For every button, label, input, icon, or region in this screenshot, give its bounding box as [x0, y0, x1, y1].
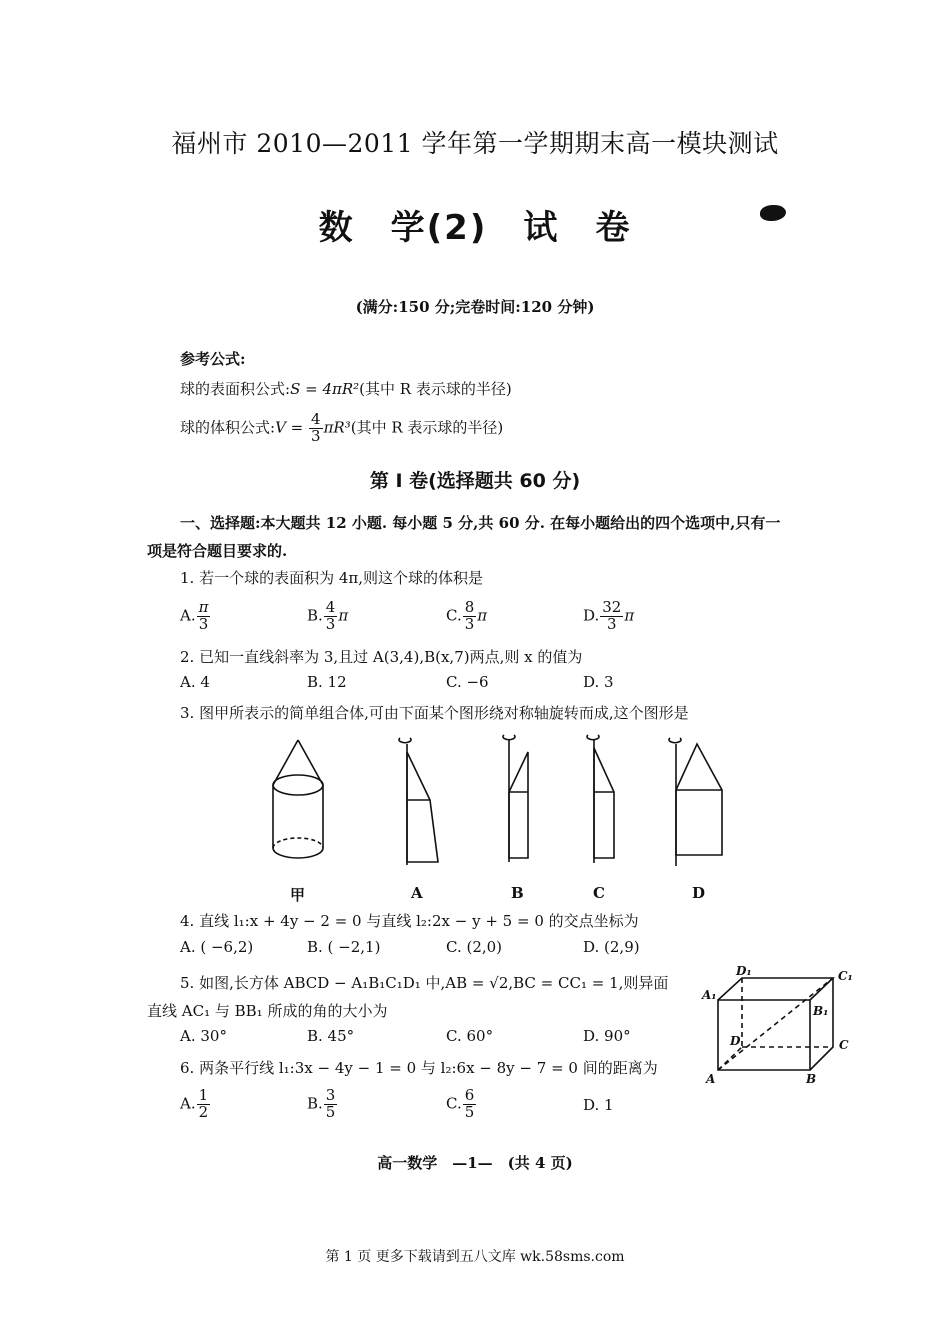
q6-option-a: A. $\frac{1}{2}$ — [180, 1086, 209, 1121]
vertex-d: D — [730, 1034, 741, 1048]
subject-title: 数 学(2) 试 卷 — [318, 208, 632, 248]
figure-c — [587, 735, 614, 863]
download-credit: 第 1 页 更多下载请到五八文库 wk.58sms.com — [325, 1249, 625, 1265]
q1-option-a: A. $\frac{\pi}{3}$ — [180, 598, 209, 633]
q1-option-c: C. $\frac{8}{3}$ π — [446, 598, 488, 633]
fig-label-b: B — [511, 884, 524, 902]
q3-figures — [250, 730, 730, 880]
q2-option-d: D. 3 — [583, 673, 614, 691]
section-title: 第 I 卷(选择题共 60 分) — [369, 470, 581, 492]
q4-option-b: B. ( −2,1) — [307, 938, 381, 956]
q4-option-c: C. (2,0) — [446, 938, 503, 956]
q2-option-b: B. 12 — [307, 673, 347, 691]
figure-a — [399, 738, 438, 865]
surface-formula: 球的表面积公式:S = 4πR²(其中 R 表示球的半径) — [180, 380, 512, 398]
fig-label-c: C — [593, 884, 605, 902]
q5-option-d: D. 90° — [583, 1027, 631, 1045]
figure-b — [503, 735, 528, 862]
q4-option-d: D. (2,9) — [583, 938, 640, 956]
q6-option-d: D. 1 — [583, 1096, 614, 1114]
fig-label-jia: 甲 — [290, 886, 306, 904]
vertex-c1: C₁ — [838, 969, 853, 983]
volume-formula: 球的体积公式:V = $\frac{4}{3}$ πR³(其中 R 表示球的半径) — [180, 410, 504, 445]
vertex-b1: B₁ — [813, 1004, 829, 1018]
vertex-a: A — [706, 1072, 716, 1085]
q5-cuboid-figure — [700, 965, 860, 1085]
q5-stem-line2: 直线 AC₁ 与 BB₁ 所成的角的大小为 — [147, 1002, 388, 1020]
vertex-c: C — [839, 1038, 849, 1052]
vertex-d1: D₁ — [736, 965, 752, 978]
fig-label-d: D — [692, 884, 706, 902]
q5-option-c: C. 60° — [446, 1027, 494, 1045]
q1-option-b: B. $\frac{4}{3}$ π — [307, 598, 349, 633]
instruction-line2: 项是符合题目要求的. — [147, 542, 288, 560]
q1-option-d: D. $\frac{32}{3}$ π — [583, 598, 635, 633]
volume-fraction: $\frac{4}{3}$ — [311, 410, 321, 445]
exam-title: 福州市 2010—2011 学年第一学期期末高一模块测试 — [171, 129, 779, 158]
figure-d — [669, 738, 722, 866]
vertex-b: B — [806, 1072, 817, 1085]
q5-option-a: A. 30° — [180, 1027, 227, 1045]
instruction-line1: 一、选择题:本大题共 12 小题. 每小题 5 分,共 60 分. 在每小题给出的四个选项中,只有一 — [180, 514, 781, 532]
q4-stem: 4. 直线 l₁:x + 4y − 2 = 0 与直线 l₂:2x − y + 5 = 0 的交点坐标为 — [180, 912, 639, 930]
fig-label-a: A — [411, 884, 423, 902]
q5-option-b: B. 45° — [307, 1027, 355, 1045]
q6-stem: 6. 两条平行线 l₁:3x − 4y − 1 = 0 与 l₂:6x − 8y − 7 = 0 间的距离为 — [180, 1059, 658, 1077]
q2-stem: 2. 已知一直线斜率为 3,且过 A(3,4),B(x,7)两点,则 x 的值为 — [180, 648, 583, 666]
q1-stem: 1. 若一个球的表面积为 4π,则这个球的体积是 — [180, 569, 484, 587]
formula-heading: 参考公式: — [180, 350, 246, 368]
q6-option-c: C. $\frac{6}{5}$ — [446, 1086, 475, 1121]
figure-jia — [273, 740, 323, 858]
q3-stem: 3. 图甲所表示的简单组合体,可由下面某个图形绕对称轴旋转而成,这个图形是 — [180, 704, 689, 722]
q4-option-a: A. ( −6,2) — [180, 938, 254, 956]
q2-option-a: A. 4 — [180, 673, 210, 691]
q5-stem-line1: 5. 如图,长方体 ABCD − A₁B₁C₁D₁ 中,AB = √2,BC = CC₁ = 1,则异面 — [180, 974, 669, 992]
q6-option-b: B. $\frac{3}{5}$ — [307, 1086, 336, 1121]
score-info: (满分:150 分;完卷时间:120 分钟) — [355, 298, 595, 316]
page-footer: 高一数学 —1— (共 4 页) — [377, 1154, 573, 1172]
vertex-a1: A₁ — [702, 988, 717, 1002]
q2-option-c: C. −6 — [446, 673, 489, 691]
